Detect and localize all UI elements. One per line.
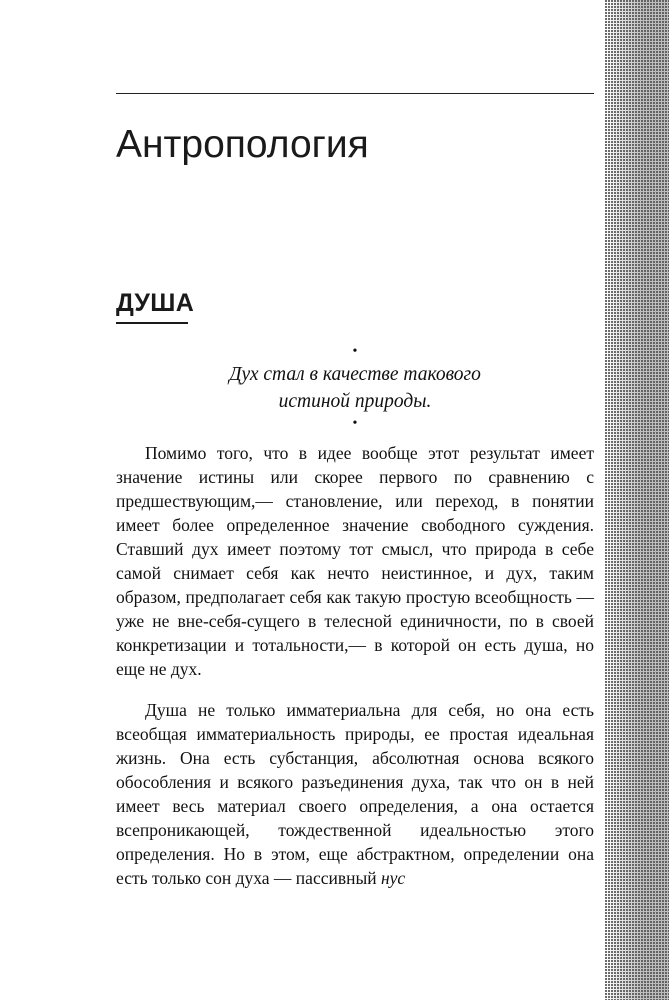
paragraph-1-text: Помимо того, что в идее вообще этот результат имеет значение истины или скорее первого по сравнению с предшествующим,— становление, или переход, в понятии имеет более определенное значение свободного суждения. Ставший дух имеет поэтому тот смысл, что природа в себе самой снимает себя как нечто неистинное, и дух, таким образом, предполагает себя как такую простую всеобщность — уже не вне-себя-сущего в телесной единичности, по в своей конкретизации и тотальности,— в которой он есть душа, но еще не дух.: [116, 443, 594, 679]
epigraph-line-2: истиной природы.: [278, 391, 432, 412]
epigraph: [116, 343, 594, 433]
header-rule: [116, 93, 594, 94]
paragraph-2-emphasis: нус: [380, 868, 406, 888]
paragraph-1: [116, 441, 594, 681]
body-text: [116, 441, 594, 890]
paragraph-2-text: Душа не только имматериальна для себя, но она есть всеобщая имматериальность природы, ее простая идеальная жизнь. Она есть субстанция, абсолютная основа всякого обособления и всякого разъединения духа, так что он в ней имеет весь материал своего определения, а она остается всепроникающей, тождественной идеальностью этого определения. Но в этом, еще абстрактном, определении она есть только сон духа — пассивный: [116, 700, 594, 888]
section-title: Антропология: [116, 123, 369, 166]
epigraph-bullet-top: •: [352, 344, 358, 359]
epigraph-line-1: Дух стал в качестве такового: [229, 364, 481, 385]
epigraph-bullet-bottom: •: [352, 416, 358, 431]
chapter-heading: ДУША: [116, 289, 195, 317]
chapter-heading-underline: [116, 322, 188, 324]
page-edge-halftone: [605, 0, 669, 1000]
paragraph-2: [116, 698, 594, 890]
